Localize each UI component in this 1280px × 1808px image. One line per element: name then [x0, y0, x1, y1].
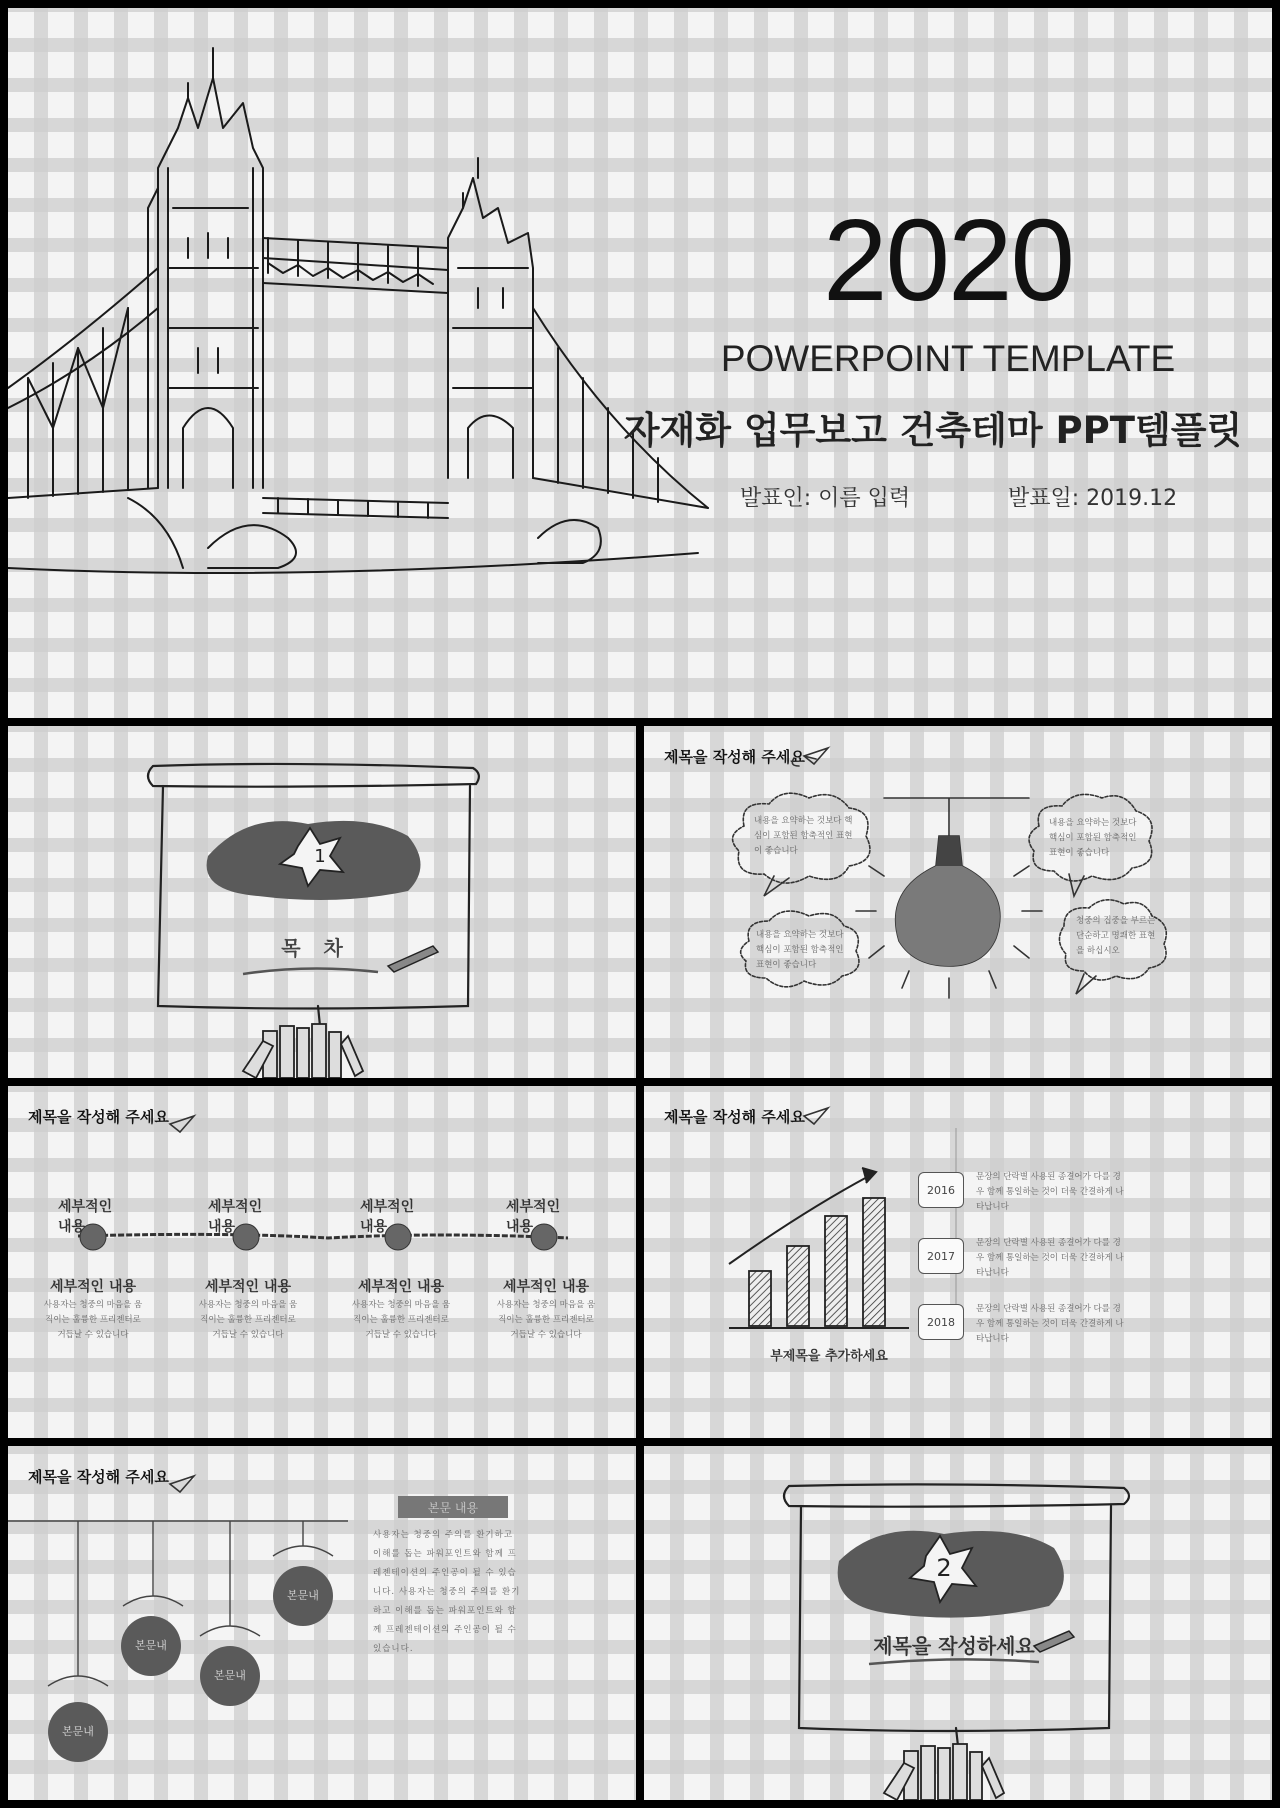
node-4: 본문내: [273, 1566, 333, 1626]
timeline-item-2-top: 세부적인 내용: [208, 1199, 263, 1235]
year-2018-text: 문장의 단락별 사용된 종결어가 다를 경우 함께 통일하는 것이 더욱 간결하게 나타납니다: [976, 1304, 1124, 1344]
year-box-2017: 2017: [918, 1238, 964, 1274]
cloud-1-text: 내용을 요약하는 것보다 핵심이 포함된 함축적인 표현이 좋습니다: [754, 816, 853, 856]
cover-subtitle: POWERPOINT TEMPLATE: [720, 338, 1176, 379]
tower-bridge-illustration: [8, 8, 728, 608]
section2-slide[interactable]: [644, 1446, 1272, 1800]
slide-title: 제목을 작성해 주세요: [664, 1108, 805, 1126]
easel-board-illustration: [8, 726, 636, 1078]
timeline-item-2-heading: 세부적인 내용: [204, 1279, 292, 1295]
year-2016-text: 문장의 단락별 사용된 종결어가 다를 경우 함께 통일하는 것이 더욱 간결하게 나타납니다: [976, 1172, 1124, 1212]
growth-slide[interactable]: [644, 1086, 1272, 1438]
content-body: 사용자는 청중의 주의를 환기하고 이해를 돕는 파워포인트와 함께 프레젠테이션의 주인공이 될 수 있습니다. 사용자는 청중의 주의를 환기하고 이해를 돕는 파워포인트와 함께 프레젠테이션의 주인공이 될 수 있습니다.: [373, 1530, 521, 1654]
slide-title: 제목을 작성해 주세요: [664, 748, 805, 766]
content-badge: 본문 내용: [398, 1496, 508, 1518]
section-label: 제목을 작성하세요: [873, 1634, 1035, 1658]
growth-caption: 부제목을 추가하세요: [770, 1349, 888, 1364]
toc-number: 1: [314, 846, 326, 867]
easel-board-illustration: [644, 1446, 1272, 1800]
cover-year: 2020: [822, 195, 1074, 325]
timeline-item-4-top: 세부적인 내용: [506, 1199, 561, 1235]
node-3: 본문내: [200, 1646, 260, 1706]
timeline-item-3-body: 사용자는 청중의 마음을 움직이는 훌륭한 프리젠터로 거듭날 수 있습니다: [351, 1300, 451, 1340]
cover-slide[interactable]: [8, 8, 1272, 718]
timeline-item-1-top: 세부적인 내용: [58, 1199, 113, 1235]
node-1: 본문내: [48, 1702, 108, 1762]
bulb-slide[interactable]: [644, 726, 1272, 1078]
node-2: 본문내: [121, 1616, 181, 1676]
timeline-line: [8, 1086, 636, 1438]
timeline-item-4-heading: 세부적인 내용: [502, 1279, 590, 1295]
cloud-2-text: 내용을 요약하는 것보다 핵심이 포함된 함축적인 표현이 좋습니다: [1049, 818, 1137, 858]
timeline-item-3-heading: 세부적인 내용: [357, 1279, 445, 1295]
hanging-slide[interactable]: [8, 1446, 636, 1800]
section-number: 2: [936, 1554, 952, 1582]
year-box-2016: 2016: [918, 1172, 964, 1208]
date-label: 발표일: 2019.12: [1008, 486, 1178, 511]
toc-label: 목 차: [281, 936, 351, 960]
slide-title: 제목을 작성해 주세요: [28, 1468, 169, 1486]
timeline-item-1-heading: 세부적인 내용: [49, 1279, 137, 1295]
slide-title: 제목을 작성해 주세요: [28, 1108, 169, 1126]
year-box-2018: 2018: [918, 1304, 964, 1340]
cover-korean-title: 자재화 업무보고 건축테마 PPT템플릿: [623, 409, 1243, 452]
timeline-item-1-body: 사용자는 청중의 마음을 움직이는 훌륭한 프리젠터로 거듭날 수 있습니다: [43, 1300, 143, 1340]
year-2017-text: 문장의 단락별 사용된 종결어가 다를 경우 함께 통일하는 것이 더욱 간결하게 나타납니다: [976, 1238, 1124, 1278]
bulb-illustration: [644, 726, 1272, 1078]
cloud-3-text: 내용을 요약하는 것보다 핵심이 포함된 함축적인 표현이 좋습니다: [756, 930, 844, 970]
timeline-item-2-body: 사용자는 청중의 마음을 움직이는 훌륭한 프리젠터로 거듭날 수 있습니다: [198, 1300, 298, 1340]
timeline-item-4-body: 사용자는 청중의 마음을 움직이는 훌륭한 프리젠터로 거듭날 수 있습니다: [496, 1300, 596, 1340]
timeline-item-3-top: 세부적인 내용: [360, 1199, 415, 1235]
timeline-slide[interactable]: [8, 1086, 636, 1438]
presenter-label: 발표인: 이름 입력: [740, 486, 911, 511]
cloud-4-text: 청중의 집중을 부르는 단순하고 명쾌한 표현을 하십시오: [1076, 916, 1156, 956]
toc-slide[interactable]: [8, 726, 636, 1078]
